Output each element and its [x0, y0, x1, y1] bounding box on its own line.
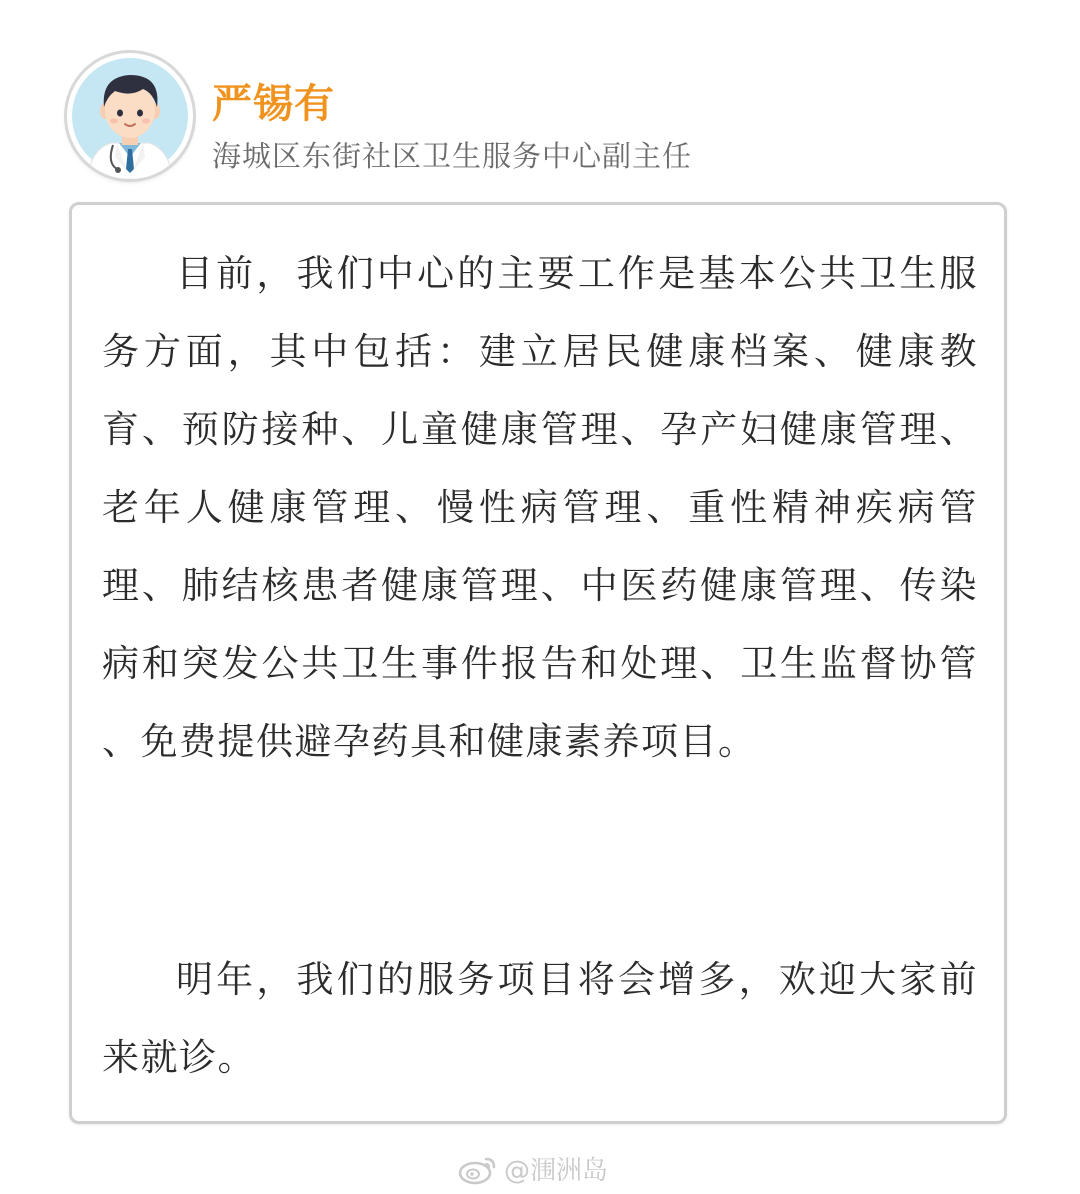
avatar [67, 53, 193, 179]
paragraph-main-services: 目前，我们中心的主要工作是基本公共卫生服务方面，其中包括：建立居民健康档案、健康教育、预防接种、儿童健康管理、孕产妇健康管理、老年人健康管理、慢性病管理、重性精神疾病管理、肺结核患者健康管理、中医药健康管理、传染病和突发公共卫生事件报告和处理、卫生监督协管 、免费提供避孕药具和健康素养项目。 [102, 252, 978, 763]
watermark [458, 1150, 608, 1187]
quote-card [69, 202, 1007, 1124]
doctor-avatar-icon [67, 53, 193, 179]
watermark-text: @涠洲岛 [504, 1156, 609, 1186]
doctor-role: 海城区东街社区卫生服务中心副主任 [212, 139, 693, 173]
doctor-name: 严锡有 [212, 81, 335, 127]
weibo-icon [458, 1153, 498, 1185]
paragraph-next-year: 明年，我们的服务项目将会增多，欢迎大家前来就诊。 [102, 958, 978, 1079]
